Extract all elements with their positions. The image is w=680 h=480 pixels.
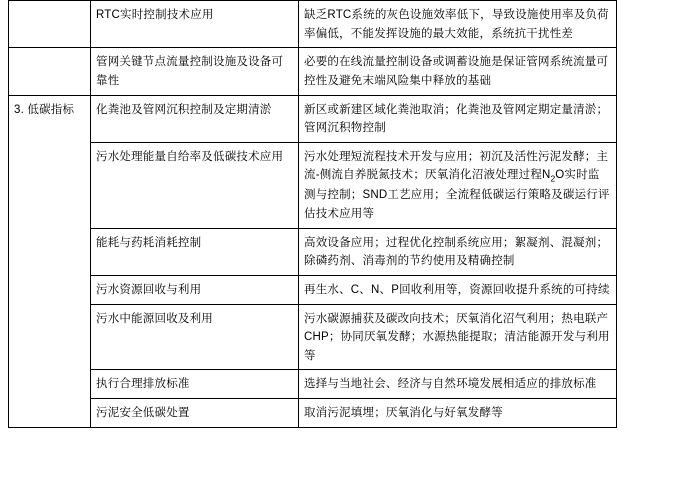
category-cell bbox=[9, 48, 91, 95]
table-row bbox=[9, 48, 617, 95]
item-cell: 污水中能源回收及利用 bbox=[91, 304, 299, 370]
item-cell: 管网关键节点流量控制设施及设备可靠性 bbox=[91, 48, 299, 95]
table-row-section-start bbox=[9, 95, 617, 142]
item-cell: 污水处理能量自给率及低碳技术应用 bbox=[91, 142, 299, 228]
description-cell: 高效设备应用；过程优化控制系统应用；絮凝剂、混凝剂；除磷药剂、消毒剂的节约使用及精确控制 bbox=[299, 228, 617, 275]
table-row bbox=[9, 228, 617, 275]
description-cell: 再生水、C、N、P回收利用等，资源回收提升系统的可持续 bbox=[299, 275, 617, 304]
category-cell bbox=[9, 1, 91, 48]
item-cell: RTC实时控制技术应用 bbox=[91, 1, 299, 48]
item-cell: 化粪池及管网沉积控制及定期清淤 bbox=[91, 95, 299, 142]
item-cell: 能耗与药耗消耗控制 bbox=[91, 228, 299, 275]
table-row bbox=[9, 304, 617, 370]
desc-subscript: 2 bbox=[550, 173, 556, 184]
table-row bbox=[9, 275, 617, 304]
item-cell: 污水资源回收与利用 bbox=[91, 275, 299, 304]
item-cell: 污泥安全低碳处置 bbox=[91, 399, 299, 428]
indicator-table bbox=[8, 0, 617, 428]
description-cell: 取消污泥填埋；厌氧消化与好氧发酵等 bbox=[299, 399, 617, 428]
table-row bbox=[9, 1, 617, 48]
section-label-cell: 3. 低碳指标 bbox=[9, 95, 91, 427]
description-cell bbox=[299, 142, 617, 228]
desc-part-2: O实时监测与控制；SND工艺应用；全流程低碳运行策略及碳运行评估技术应用等 bbox=[304, 169, 610, 221]
item-cell: 执行合理排放标准 bbox=[91, 370, 299, 399]
table-body bbox=[9, 1, 617, 428]
desc-part-1: 污水处理短流程技术开发与应用；初沉及活性污泥发酵；主流-侧流自养脱氮技术；厌氧消化沼液处理过程N bbox=[304, 150, 609, 182]
description-cell: 污水碳源捕获及碳改向技术；厌氧消化沼气利用；热电联产CHP；协同厌氧发酵；水源热能提取；清洁能源开发与利用等 bbox=[299, 304, 617, 370]
description-cell: 新区或新建区域化粪池取消；化粪池及管网定期定量清淤；管网沉积物控制 bbox=[299, 95, 617, 142]
table-row bbox=[9, 370, 617, 399]
description-cell: 缺乏RTC系统的灰色设施效率低下，导致设施使用率及负荷率偏低，不能发挥设施的最大效能，系统抗干扰性差 bbox=[299, 1, 617, 48]
description-cell: 选择与当地社会、经济与自然环境发展相适应的排放标准 bbox=[299, 370, 617, 399]
table-row bbox=[9, 142, 617, 228]
table-row bbox=[9, 399, 617, 428]
description-cell: 必要的在线流量控制设备或调蓄设施是保证管网系统流量可控性及避免末端风险集中释放的基础 bbox=[299, 48, 617, 95]
